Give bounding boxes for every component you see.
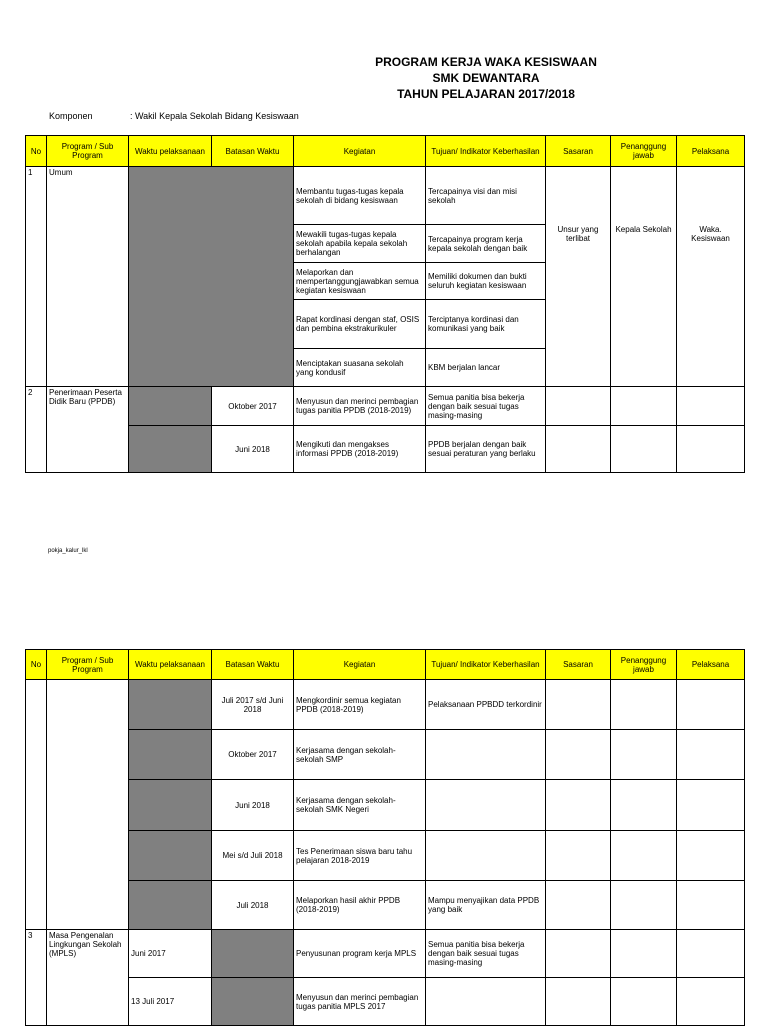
pelaksana-cell — [677, 881, 745, 930]
gray-filler — [212, 930, 294, 978]
tujuan-cell: Tercapainya visi dan misi sekolah — [426, 167, 546, 225]
tujuan-cell: Semua panitia bisa bekerja dengan baik sesuai tugas masing-masing — [426, 387, 546, 426]
header-pelaksana: Pelaksana — [677, 650, 745, 680]
header-pelaksana: Pelaksana — [677, 136, 745, 167]
table-row — [26, 978, 745, 1026]
pelaksana-cell — [677, 930, 745, 978]
pelaksana-cell — [677, 680, 745, 730]
penanggung-cell — [611, 387, 677, 426]
sasaran-cell — [546, 978, 611, 1026]
tujuan-cell: PPDB berjalan dengan baik sesuai peraturan yang berlaku — [426, 426, 546, 473]
penanggung-cell — [611, 831, 677, 881]
row-no — [26, 680, 47, 930]
sasaran-cell — [546, 780, 611, 831]
pelaksana-cell: Waka. Kesiswaan — [677, 225, 745, 387]
kegiatan-cell: Melaporkan dan mempertanggungjawabkan semua kegiatan kesiswaan — [294, 263, 426, 300]
penanggung-cell: Kepala Sekolah — [611, 225, 677, 387]
row-no: 1 — [26, 167, 47, 387]
penanggung-cell — [611, 730, 677, 780]
document-title-line3: TAHUN PELAJARAN 2017/2018 — [397, 87, 575, 101]
sasaran-cell — [546, 426, 611, 473]
tujuan-cell: Semua panitia bisa bekerja dengan baik sesuai tugas masing-masing — [426, 930, 546, 978]
batasan-cell: Juni 2018 — [212, 780, 294, 831]
tujuan-cell: Memiliki dokumen dan bukti seluruh kegiatan kesiswaan — [426, 263, 546, 300]
header-kegiatan: Kegiatan — [294, 136, 426, 167]
header-no: No — [26, 136, 47, 167]
kegiatan-cell: Membantu tugas-tugas kepala sekolah di bidang kesiswaan — [294, 167, 426, 225]
kegiatan-cell: Mewakili tugas-tugas kepala sekolah apabila kepala sekolah berhalangan — [294, 225, 426, 263]
kegiatan-cell: Mengikuti dan mengakses informasi PPDB (2018-2019) — [294, 426, 426, 473]
row-program: Masa Pengenalan Lingkungan Sekolah (MPLS) — [47, 930, 129, 1026]
gray-filler — [129, 680, 212, 730]
footer-note: pokja_kalur_lkl — [48, 548, 88, 554]
gray-filler — [129, 881, 212, 930]
komponen-label: Komponen — [49, 111, 93, 121]
table-header-row — [26, 136, 745, 167]
batasan-cell: Oktober 2017 — [212, 730, 294, 780]
pelaksana-cell — [677, 780, 745, 831]
table-row — [26, 387, 745, 426]
pelaksana-cell — [677, 978, 745, 1026]
kegiatan-cell: Menyusun dan merinci pembagian tugas panitia PPDB (2018-2019) — [294, 387, 426, 426]
sasaran-cell — [546, 167, 611, 225]
row-program: Umum — [47, 167, 129, 387]
penanggung-cell — [611, 930, 677, 978]
program-table-page1 — [25, 135, 745, 473]
pelaksana-cell — [677, 730, 745, 780]
gray-filler — [129, 831, 212, 881]
header-batasan: Batasan Waktu — [212, 136, 294, 167]
komponen-value: : Wakil Kepala Sekolah Bidang Kesiswaan — [130, 111, 299, 121]
penanggung-cell — [611, 167, 677, 225]
sasaran-cell — [546, 881, 611, 930]
header-sasaran: Sasaran — [546, 650, 611, 680]
tujuan-cell: Pelaksanaan PPBDD terkordinir — [426, 680, 546, 730]
penanggung-cell — [611, 780, 677, 831]
document-title-line2: SMK DEWANTARA — [432, 71, 540, 85]
kegiatan-cell: Mengkordinir semua kegiatan PPDB (2018-2019) — [294, 680, 426, 730]
table-header-row — [26, 650, 745, 680]
table-row — [26, 930, 745, 978]
sasaran-cell — [546, 831, 611, 881]
batasan-cell: Juli 2017 s/d Juni 2018 — [212, 680, 294, 730]
tujuan-cell: Mampu menyajikan data PPDB yang baik — [426, 881, 546, 930]
kegiatan-cell: Melaporkan hasil akhir PPDB (2018-2019) — [294, 881, 426, 930]
gray-filler — [212, 978, 294, 1026]
table-row — [26, 167, 745, 225]
header-penanggung: Penanggung jawab — [611, 650, 677, 680]
penanggung-cell — [611, 426, 677, 473]
batasan-cell: Mei s/d Juli 2018 — [212, 831, 294, 881]
header-waktu: Waktu pelaksanaan — [129, 650, 212, 680]
header-no: No — [26, 650, 47, 680]
kegiatan-cell: Menciptakan suasana sekolah yang kondusif — [294, 349, 426, 387]
row-program: Penerimaan Peserta Didik Baru (PPDB) — [47, 387, 129, 473]
sasaran-cell — [546, 387, 611, 426]
header-kegiatan: Kegiatan — [294, 650, 426, 680]
kegiatan-cell: Tes Penerimaan siswa baru tahu pelajaran 2018-2019 — [294, 831, 426, 881]
header-sasaran: Sasaran — [546, 136, 611, 167]
sasaran-cell — [546, 730, 611, 780]
tujuan-cell: Terciptanya kordinasi dan komunikasi yang baik — [426, 300, 546, 349]
batasan-cell: Juli 2018 — [212, 881, 294, 930]
table-row — [26, 426, 745, 473]
penanggung-cell — [611, 978, 677, 1026]
row-program — [47, 680, 129, 930]
gray-filler — [129, 730, 212, 780]
kegiatan-cell: Kerjasama dengan sekolah-sekolah SMP — [294, 730, 426, 780]
header-program: Program / Sub Program — [47, 136, 129, 167]
table-row — [26, 831, 745, 881]
header-penanggung: Penanggung jawab — [611, 136, 677, 167]
kegiatan-cell: Menyusun dan merinci pembagian tugas panitia MPLS 2017 — [294, 978, 426, 1026]
table-row — [26, 730, 745, 780]
waktu-cell: Juni 2017 — [129, 930, 212, 978]
header-tujuan: Tujuan/ Indikator Keberhasilan — [426, 136, 546, 167]
tujuan-cell — [426, 780, 546, 831]
row-no: 3 — [26, 930, 47, 1026]
kegiatan-cell: Penyusunan program kerja MPLS — [294, 930, 426, 978]
pelaksana-cell — [677, 387, 745, 426]
tujuan-cell: KBM berjalan lancar — [426, 349, 546, 387]
header-batasan: Batasan Waktu — [212, 650, 294, 680]
pelaksana-cell — [677, 426, 745, 473]
header-tujuan: Tujuan/ Indikator Keberhasilan — [426, 650, 546, 680]
waktu-cell: 13 Juli 2017 — [129, 978, 212, 1026]
pelaksana-cell — [677, 831, 745, 881]
sasaran-cell: Unsur yang terlibat — [546, 225, 611, 387]
tujuan-cell: Tercapainya program kerja kepala sekolah dengan baik — [426, 225, 546, 263]
batasan-cell: Oktober 2017 — [212, 387, 294, 426]
gray-filler — [129, 426, 212, 473]
kegiatan-cell: Rapat kordinasi dengan staf, OSIS dan pembina ekstrakurikuler — [294, 300, 426, 349]
gray-filler — [129, 167, 294, 387]
tujuan-cell — [426, 730, 546, 780]
header-program: Program / Sub Program — [47, 650, 129, 680]
batasan-cell: Juni 2018 — [212, 426, 294, 473]
gray-filler — [129, 780, 212, 831]
document-title-line1: PROGRAM KERJA WAKA KESISWAAN — [375, 55, 597, 69]
table-row — [26, 680, 745, 730]
kegiatan-cell: Kerjasama dengan sekolah-sekolah SMK Negeri — [294, 780, 426, 831]
tujuan-cell — [426, 831, 546, 881]
gray-filler — [129, 387, 212, 426]
penanggung-cell — [611, 680, 677, 730]
table-row — [26, 881, 745, 930]
pelaksana-cell — [677, 167, 745, 225]
table-row — [26, 780, 745, 831]
program-table-page2 — [25, 649, 745, 1026]
sasaran-cell — [546, 930, 611, 978]
row-no: 2 — [26, 387, 47, 473]
penanggung-cell — [611, 881, 677, 930]
header-waktu: Waktu pelaksanaan — [129, 136, 212, 167]
sasaran-cell — [546, 680, 611, 730]
tujuan-cell — [426, 978, 546, 1026]
